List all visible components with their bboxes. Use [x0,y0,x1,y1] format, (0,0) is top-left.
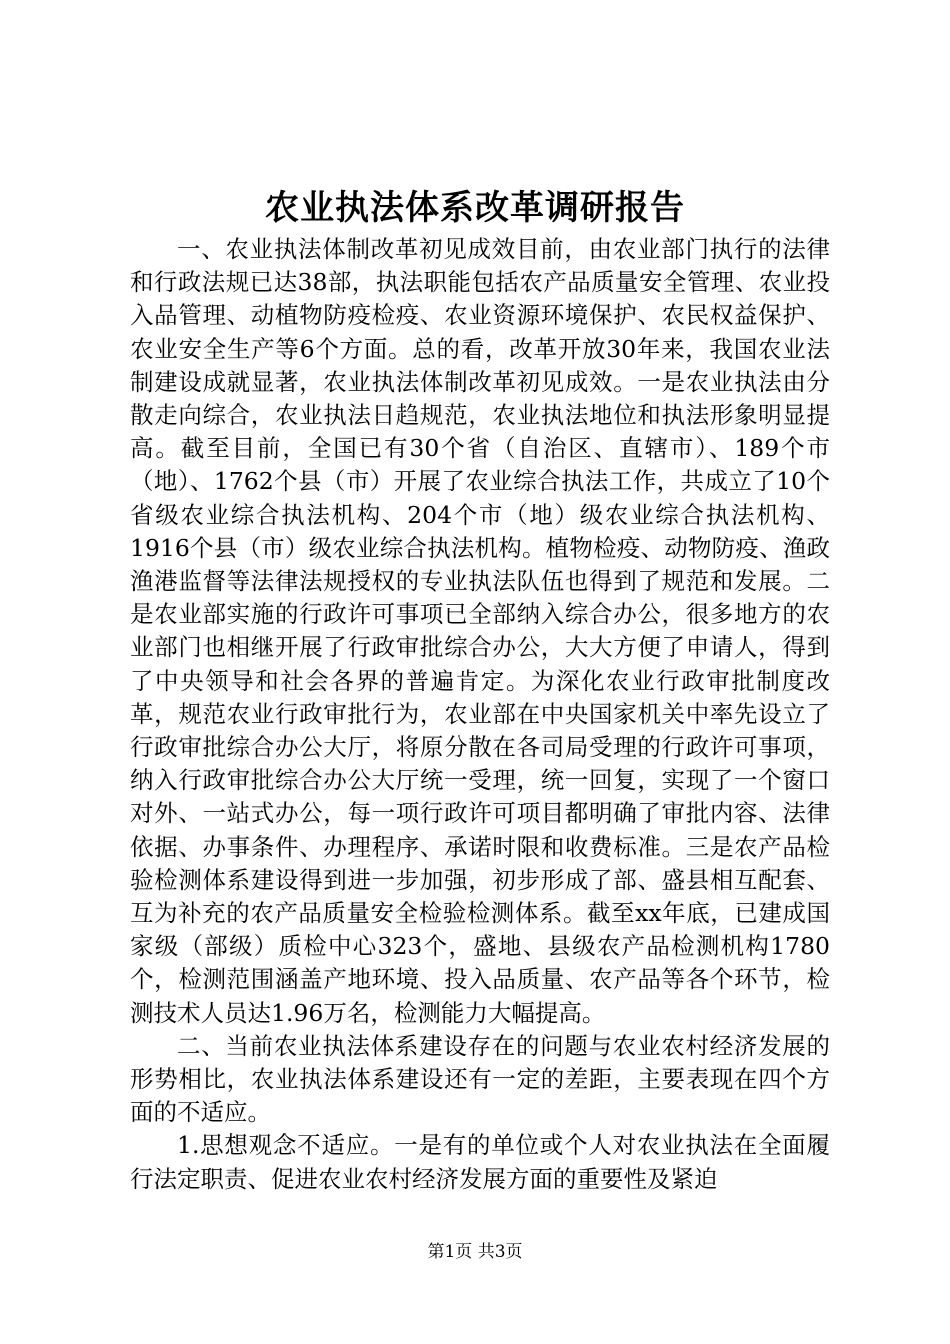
paragraph-2: 二、当前农业执法体系建设存在的问题与农业农村经济发展的形势相比，农业执法体系建设还有一定的差距，主要表现在四个方面的不适应。 [130,1031,830,1127]
paragraph-1: 一、农业执法体制改革初见成效目前，由农业部门执行的法律和行政法规已达38部，执法职能包括农产品质量安全管理、农业投入品管理、动植物防疫检疫、农业资源环境保护、农民权益保护、农业安全生产等6个方面。总的看，改革开放30年来，我国农业法制建设成就显著，农业执法体制改革初见成效。一是农业执法由分散走向综合，农业执法日趋规范，农业执法地位和执法形象明显提高。截至目前，全国已有30个省（自治区、直辖市）、189个市（地）、1762个县（市）开展了农业综合执法工作，共成立了10个省级农业综合执法机构、204个市（地）级农业综合执法机构、1916个县（市）级农业综合执法机构。植物检疫、动物防疫、渔政渔港监督等法律法规授权的专业执法队伍也得到了规范和发展。二是农业部实施的行政许可事项已全部纳入综合办公，很多地方的农业部门也相继开展了行政审批综合办公，大大方便了申请人，得到了中央领导和社会各界的普遍肯定。为深化农业行政审批制度改革，规范农业行政审批行为，农业部在中央国家机关中率先设立了行政审批综合办公大厅，将原分散在各司局受理的行政许可事项，纳入行政审批综合办公大厅统一受理，统一回复，实现了一个窗口对外、一站式办公，每一项行政许可项目都明确了审批内容、法律依据、办事条件、办理程序、承诺时限和收费标准。三是农产品检验检测体系建设得到进一步加强，初步形成了部、盛县相互配套、互为补充的农产品质量安全检验检测体系。截至xx年底，已建成国家级（部级）质检中心323个，盛地、县级农产品检测机构1780个，检测范围涵盖产地环境、投入品质量、农产品等各个环节，检测技术人员达1.96万名，检测能力大幅提高。 [130,235,830,1027]
page-footer: 第1页 共3页 [427,1242,523,1262]
document-title: 农业执法体系改革调研报告 [265,188,685,228]
paragraph-3: 1.思想观念不适应。一是有的单位或个人对农业执法在全面履行法定职责、促进农业农村经济发展方面的重要性及紧迫 [130,1131,830,1193]
document-body [130,233,830,1196]
